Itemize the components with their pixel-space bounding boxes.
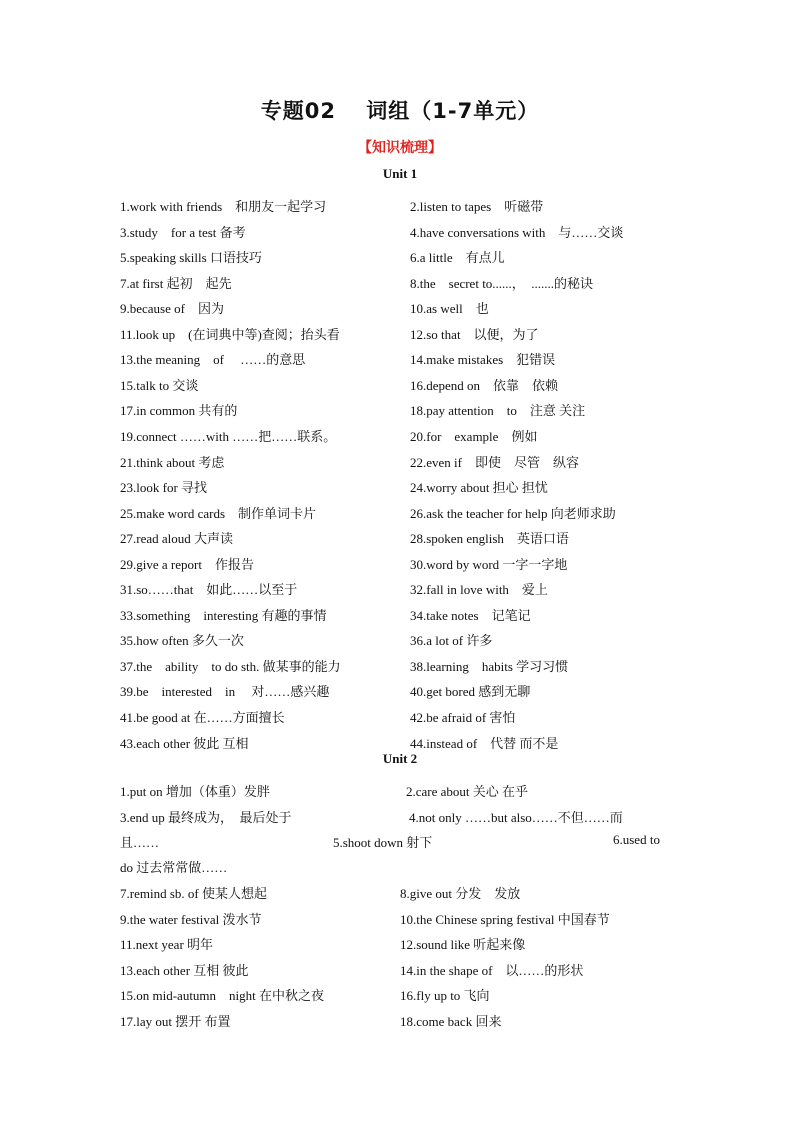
phrase-row [0,909,800,931]
phrase-row [0,781,800,803]
phrase-item: 10.the Chinese spring festival 中国春节 [400,911,610,927]
section-subtitle: 【知识梳理】 [358,140,442,156]
phrase-item: 12.so that 以便，为了 [410,326,539,342]
phrase-row [0,349,800,371]
phrase-item: 13.each other 互相 彼此 [120,962,249,978]
phrase-item: 16.depend on 依靠 依赖 [410,377,559,393]
phrase-row [0,630,800,652]
phrase-item: 2.care about 关心 在乎 [406,784,529,799]
unit-2-heading: Unit 2 [382,751,418,766]
phrase-item: 5.shoot down 射下 [333,835,433,850]
phrase-item: 15.on mid-autumn night 在中秋之夜 [120,988,325,1003]
phrase-row [0,707,800,729]
phrase-row [0,452,800,474]
phrase-item: 7.at first 起初 起先 [120,275,232,291]
phrase-row [0,375,800,397]
phrase-item: 7.remind sb. of 使某人想起 [120,886,267,901]
phrase-item: do 过去常常做…… [120,860,228,875]
phrase-item: 37.the ability to do sth. 做某事的能力 [120,658,341,674]
phrase-item: 10.as well 也 [410,301,489,317]
unit-1-heading: Unit 1 [382,166,418,181]
phrase-item: 34.take notes 记笔记 [410,607,531,623]
phrase-item: 20.for example 例如 [410,428,538,444]
phrase-item: 1.work with friends 和朋友一起学习 [120,199,327,214]
phrase-row [0,528,800,550]
phrase-item: 4.have conversations with 与……交谈 [410,224,624,240]
phrase-item: 4.not only ……but also……不但……而 [409,810,623,825]
phrase-row [0,579,800,601]
phrase-item: 36.a lot of 许多 [410,633,493,649]
phrase-item: 6.a little 有点儿 [410,250,505,266]
phrase-item: 18.pay attention to 注意 关注 [410,403,586,419]
phrase-item: 3.end up 最终成为， 最后处于 [120,810,292,825]
phrase-row [0,883,800,905]
phrase-item: 17.lay out 摆开 布置 [120,1013,231,1029]
phrase-item: 28.spoken english 英语口语 [410,531,569,547]
phrase-item: 42.be afraid of 害怕 [410,710,516,725]
phrase-item: 12.sound like 听起来像 [400,937,526,952]
phrase-row [0,477,800,499]
phrase-row [0,807,800,829]
phrase-item: 27.read aloud 大声读 [120,531,234,547]
phrase-row [0,324,800,346]
phrase-item: 9.because of 因为 [120,301,224,317]
phrase-item: 39.be interested in 对……感兴趣 [120,684,330,700]
phrase-item: 2.listen to tapes 听磁带 [410,199,544,214]
phrase-row [0,273,800,295]
phrase-item: 8.the secret to......， .......的秘诀 [410,275,594,291]
phrase-item: 32.fall in love with 爱上 [410,582,548,598]
phrase-item: 9.the water festival 泼水节 [120,911,262,927]
phrase-item: 26.ask the teacher for help 向老师求助 [410,505,616,521]
phrase-item: 22.even if 即使 尽管 纵容 [410,454,579,470]
phrase-row [0,681,800,703]
phrase-item: 17.in common 共有的 [120,403,238,419]
phrase-item: 15.talk to 交谈 [120,377,199,393]
phrase-item: 25.make word cards 制作单词卡片 [120,505,317,521]
phrase-item: 29.give a report 作报告 [120,556,254,572]
phrase-row [0,605,800,627]
phrase-row [0,247,800,269]
phrase-item: 11.look up (在词典中等)查阅；抬头看 [120,326,340,342]
phrase-item: 30.word by word 一字一字地 [410,556,568,572]
phrase-item: 40.get bored 感到无聊 [410,684,531,700]
phrase-row [0,400,800,422]
phrase-row [0,1011,800,1033]
phrase-item: 31.so……that 如此……以至于 [120,582,298,598]
phrase-item: 6.used to [613,832,660,847]
phrase-item: 5.speaking skills 口语技巧 [120,250,262,266]
phrase-row [0,298,800,320]
phrase-row [0,960,800,982]
phrase-item: 23.look for 寻找 [120,480,208,496]
phrase-row [0,832,800,854]
phrase-item: 14.in the shape of 以……的形状 [400,962,584,978]
phrase-row [0,196,800,218]
phrase-row [0,503,800,525]
phrase-item: 8.give out 分发 发放 [400,886,521,901]
phrase-row [0,222,800,244]
phrase-item: 11.next year 明年 [120,937,214,952]
phrase-row [0,934,800,956]
phrase-item: 13.the meaning of ……的意思 [120,352,306,368]
phrase-row [0,857,800,879]
phrase-item: 33.something interesting 有趣的事情 [120,607,327,623]
phrase-item: 19.connect ……with ……把……联系。 [120,428,337,444]
phrase-row [0,656,800,678]
phrase-item: 41.be good at 在……方面擅长 [120,710,285,725]
phrase-item: 18.come back 回来 [400,1013,502,1029]
phrase-row [0,426,800,448]
phrase-item: 35.how often 多久一次 [120,633,244,649]
phrase-item: 44.instead of 代替 而不是 [410,735,559,751]
phrase-item: 21.think about 考虑 [120,454,225,470]
phrase-row [0,985,800,1007]
phrase-item: 14.make mistakes 犯错误 [410,352,556,368]
phrase-item: 16.fly up to 飞向 [400,988,490,1003]
phrase-row [0,554,800,576]
phrase-item: 43.each other 彼此 互相 [120,735,249,751]
page-title: 专题02 词组（1-7单元） [260,99,540,123]
phrase-item: 且…… [120,835,160,850]
phrase-item: 38.learning habits 学习习惯 [410,658,569,674]
phrase-item: 3.study for a test 备考 [120,224,246,240]
phrase-item: 24.worry about 担心 担忧 [410,480,548,496]
phrase-item: 1.put on 增加（体重）发胖 [120,784,270,799]
